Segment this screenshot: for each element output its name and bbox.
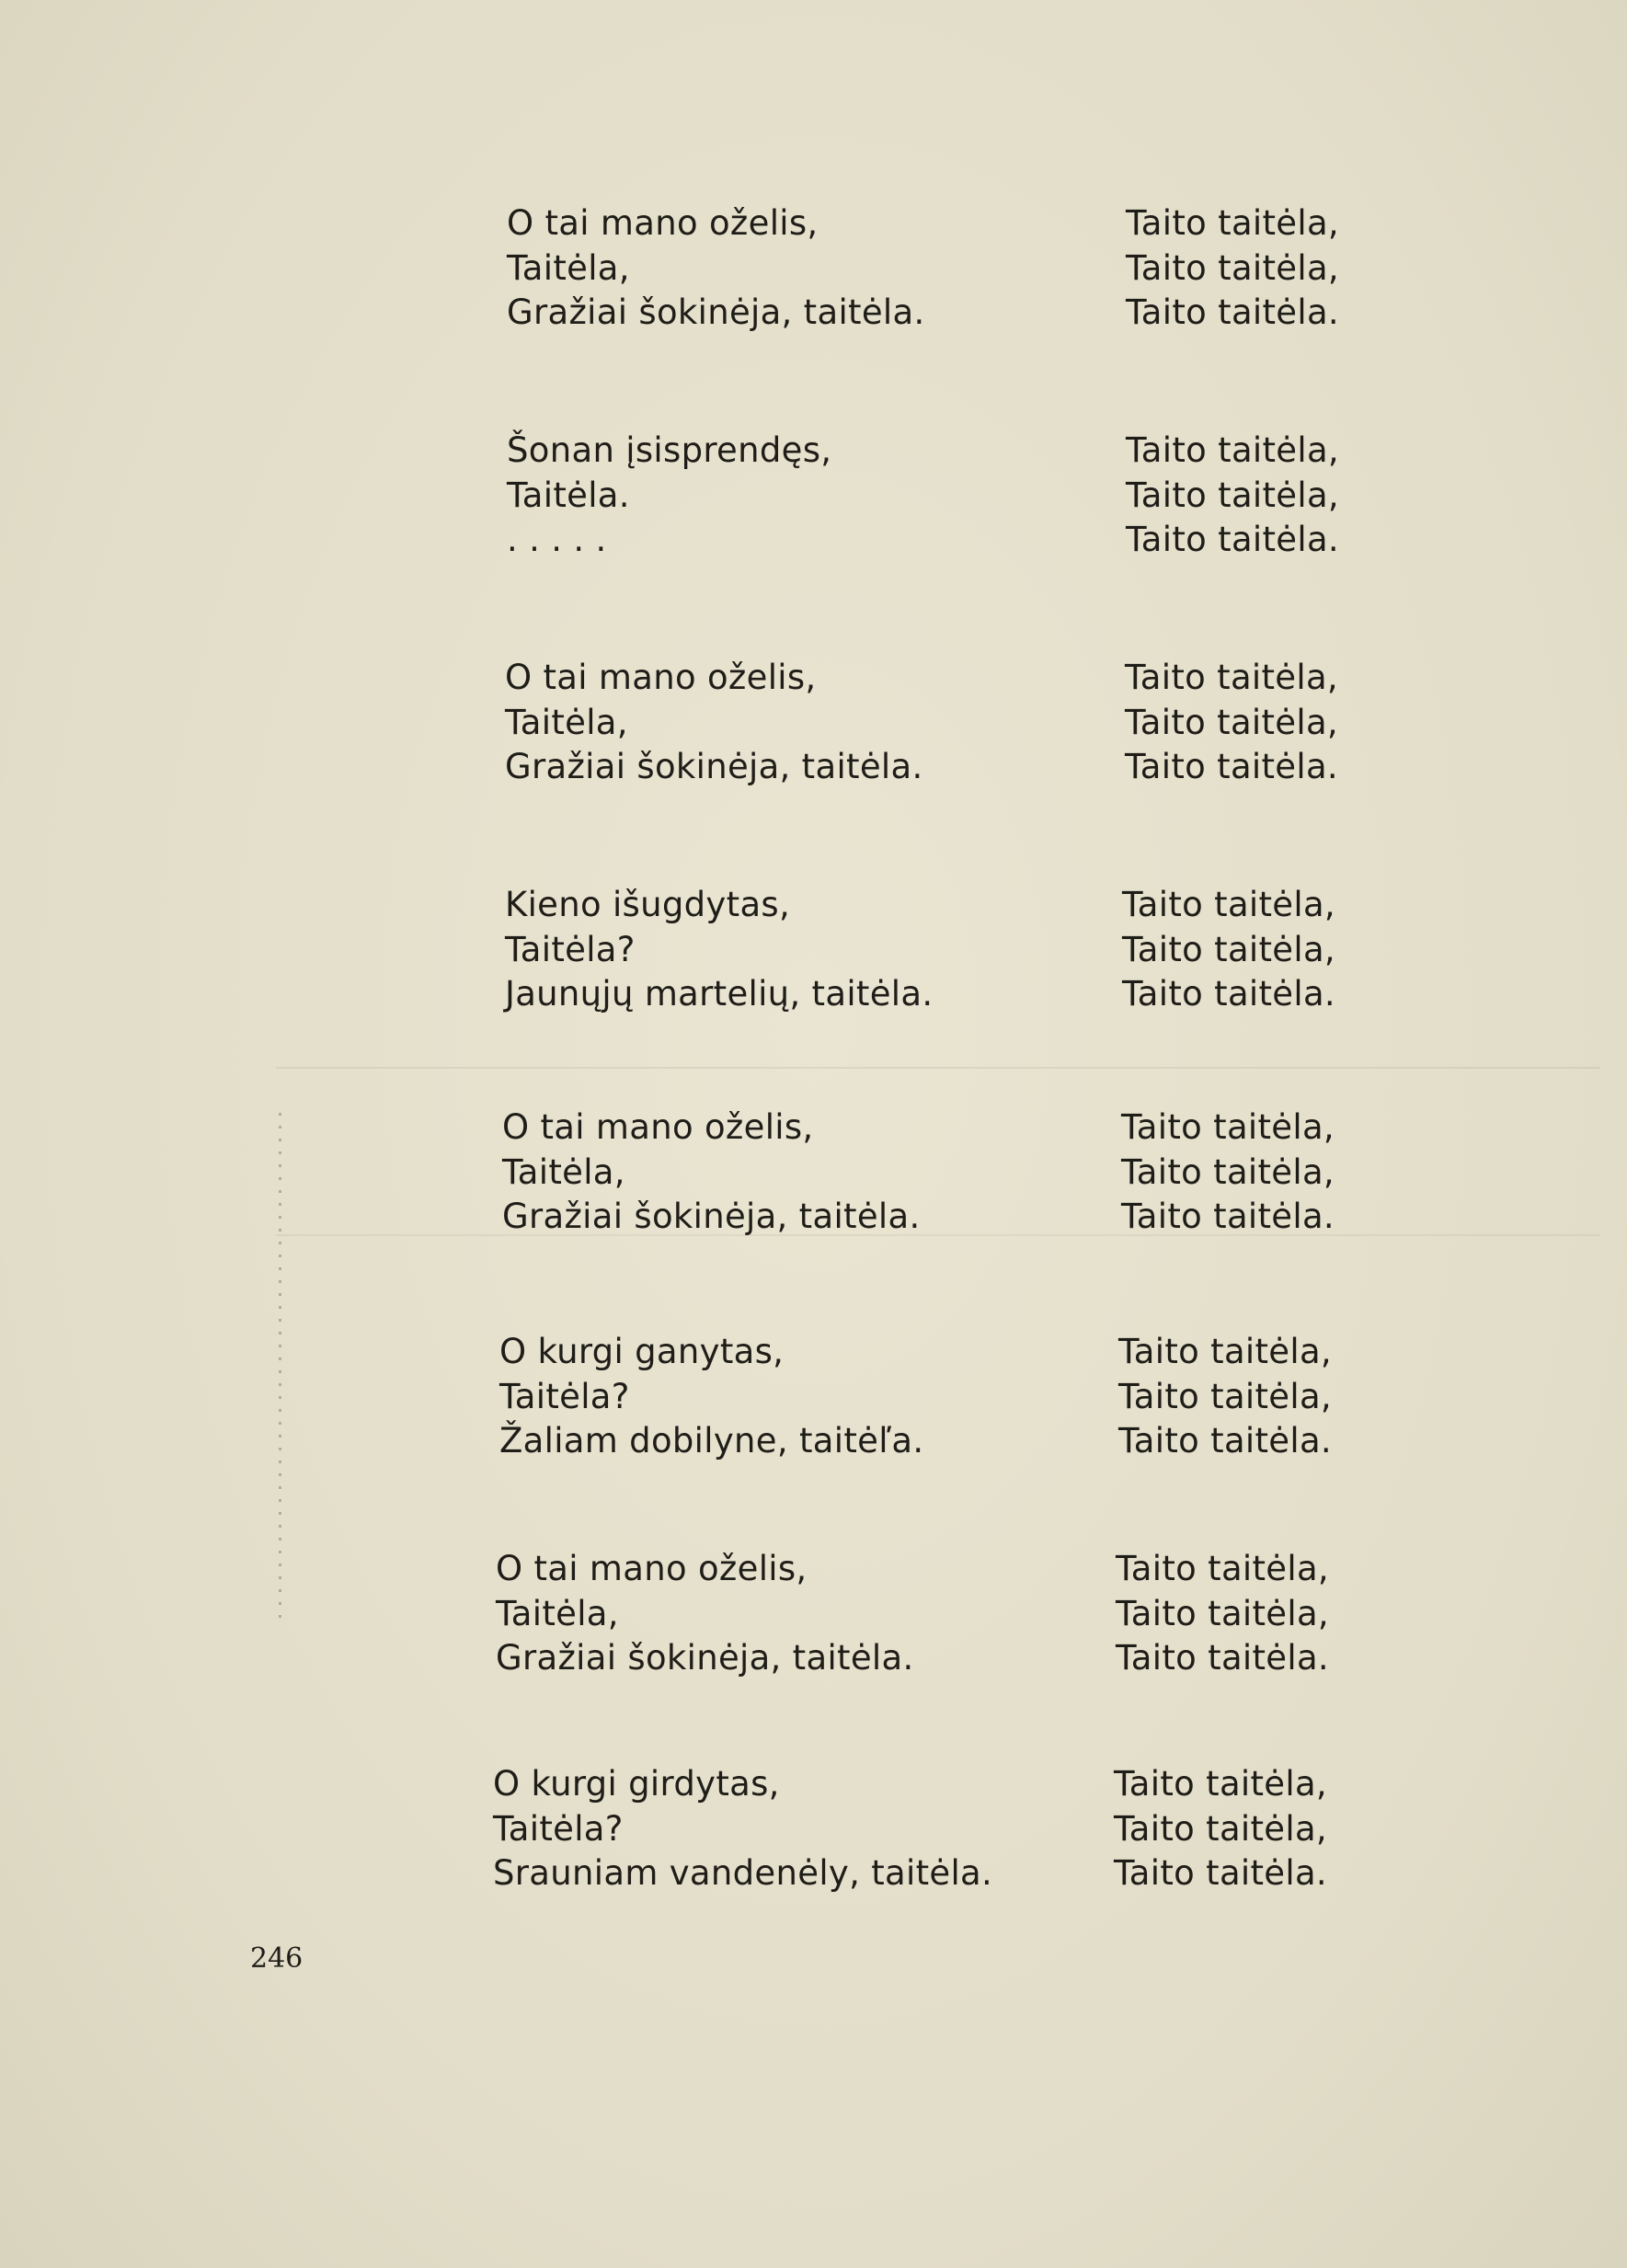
- stanza-left-column: [505, 656, 923, 790]
- margin-dots: [279, 1113, 281, 1628]
- stanza-3: [505, 656, 1461, 794]
- refrain-line: Taito taitėla,: [1125, 702, 1338, 742]
- verse-line: Taitėla,: [507, 247, 630, 288]
- verse-line: Taitėla,: [496, 1593, 619, 1633]
- stanza-8: [493, 1762, 1449, 1900]
- stanza-left-column: [496, 1547, 914, 1681]
- refrain-line: Taito taitėla.: [1126, 292, 1339, 332]
- refrain-line: Taito taitėla,: [1121, 1107, 1335, 1147]
- refrain-line: Taito taitėla,: [1114, 1808, 1327, 1849]
- stanza-2: [507, 429, 1463, 567]
- refrain-line: Taito taitėla.: [1126, 520, 1339, 559]
- stanza-right-column: [1122, 883, 1335, 1017]
- verse-line: O tai mano oželis,: [502, 1107, 814, 1147]
- refrain-line: Taito taitėla,: [1125, 658, 1338, 697]
- refrain-line: Taito taitėla,: [1118, 1376, 1332, 1416]
- refrain-line: Taito taitėla.: [1122, 974, 1335, 1014]
- stanza-left-column: [505, 883, 933, 1017]
- refrain-line: Taito taitėla.: [1116, 1638, 1329, 1678]
- verse-line: Gražiai šokinėja, taitėla.: [505, 747, 923, 786]
- stanza-7: [496, 1547, 1452, 1685]
- verse-line: O tai mano oželis,: [496, 1549, 808, 1588]
- verse-line: O tai mano oželis,: [505, 658, 817, 697]
- refrain-line: Taito taitėla,: [1118, 1332, 1332, 1371]
- refrain-line: Taito taitėla,: [1122, 929, 1335, 969]
- refrain-line: Taito taitėla,: [1116, 1593, 1329, 1633]
- stanza-left-column: [507, 429, 831, 563]
- stanza-right-column: [1125, 656, 1338, 790]
- verse-line: Srauniam vandenėly, taitėla.: [493, 1853, 993, 1893]
- refrain-line: Taito taitėla,: [1126, 203, 1339, 243]
- verse-line: Gražiai šokinėja, taitėla.: [496, 1638, 914, 1678]
- refrain-line: Taito taitėla.: [1125, 747, 1338, 786]
- refrain-line: Taito taitėla,: [1122, 885, 1335, 924]
- verse-line: Taitėla,: [502, 1151, 625, 1192]
- stanza-right-column: [1126, 429, 1339, 563]
- stanza-right-column: [1114, 1762, 1327, 1896]
- verse-line: O kurgi ganytas,: [499, 1332, 785, 1371]
- page-number: 246: [250, 1942, 304, 1975]
- verse-line: Žaliam dobilyne, taitėľa.: [499, 1421, 924, 1460]
- refrain-line: Taito taitėla.: [1121, 1197, 1335, 1236]
- stanza-right-column: [1126, 201, 1339, 336]
- verse-line: Kieno išugdytas,: [505, 885, 791, 924]
- refrain-line: Taito taitėla,: [1126, 247, 1339, 288]
- stanza-left-column: [499, 1330, 923, 1464]
- verse-line: Taitėla,: [505, 702, 628, 742]
- verse-line: Gražiai šokinėja, taitėla.: [507, 292, 925, 332]
- refrain-line: Taito taitėla,: [1126, 430, 1339, 470]
- stanza-right-column: [1116, 1547, 1329, 1681]
- refrain-line: Taito taitėla,: [1116, 1549, 1329, 1588]
- verse-line: Taitėla.: [507, 475, 630, 515]
- stanza-4: [505, 883, 1461, 1021]
- verse-line: Jaunųjų martelių, taitėla.: [505, 974, 934, 1014]
- stanza-right-column: [1118, 1330, 1332, 1464]
- verse-line: Taitėla?: [505, 929, 636, 969]
- refrain-line: Taito taitėla.: [1118, 1421, 1332, 1460]
- stanza-right-column: [1121, 1105, 1335, 1240]
- stanza-left-column: [502, 1105, 921, 1240]
- stanza-left-column: [507, 201, 925, 336]
- refrain-line: Taito taitėla,: [1126, 475, 1339, 515]
- verse-line: O kurgi girdytas,: [493, 1764, 780, 1804]
- stanza-1: [507, 201, 1463, 339]
- verse-line: Taitėla?: [493, 1808, 624, 1849]
- refrain-line: Taito taitėla,: [1121, 1151, 1335, 1192]
- verse-line: Gražiai šokinėja, taitėla.: [502, 1197, 921, 1236]
- stanza-6: [499, 1330, 1456, 1468]
- stanza-5: [502, 1105, 1459, 1243]
- verse-line: . . . . .: [507, 520, 607, 559]
- verse-line: O tai mano oželis,: [507, 203, 819, 243]
- stanza-left-column: [493, 1762, 992, 1896]
- refrain-line: Taito taitėla,: [1114, 1764, 1327, 1804]
- refrain-line: Taito taitėla.: [1114, 1853, 1327, 1893]
- verse-line: Taitėla?: [499, 1376, 630, 1416]
- verse-line: Šonan įsisprendęs,: [507, 430, 832, 470]
